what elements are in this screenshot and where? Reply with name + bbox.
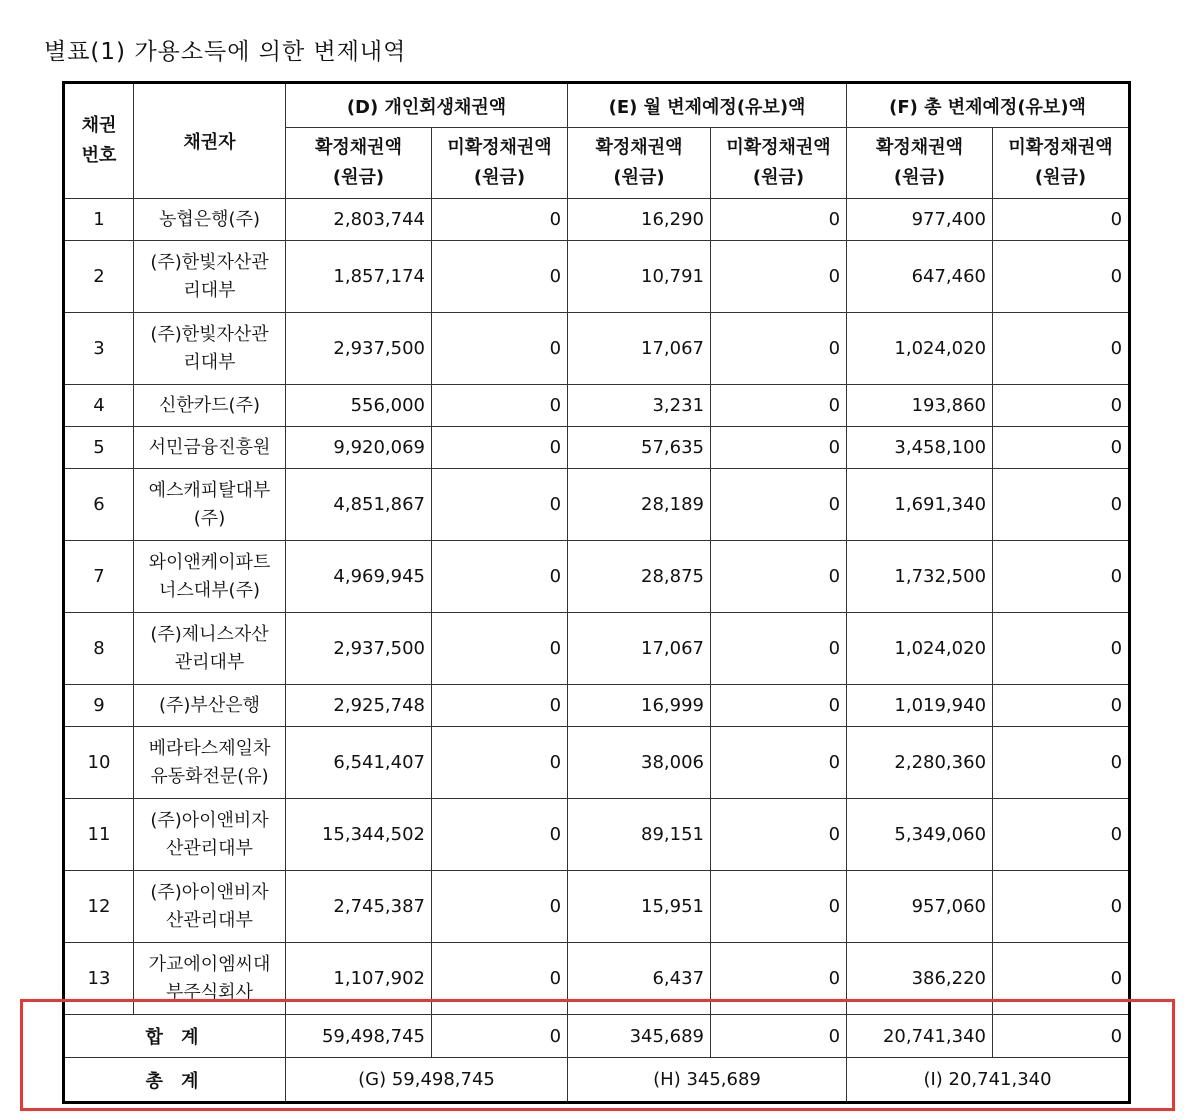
total-f-unconfirmed: 0 — [993, 1015, 1130, 1058]
creditor-no: 3 — [64, 313, 134, 385]
amount-e-unconfirmed: 0 — [711, 871, 847, 943]
amount-f-confirmed: 3,458,100 — [847, 427, 993, 469]
amount-e-unconfirmed: 0 — [711, 613, 847, 685]
amount-f-confirmed: 1,019,940 — [847, 685, 993, 727]
creditor-name: 신한카드(주) — [134, 385, 286, 427]
creditor-no: 10 — [64, 727, 134, 799]
amount-f-unconfirmed: 0 — [993, 385, 1130, 427]
amount-f-unconfirmed: 0 — [993, 241, 1130, 313]
amount-e-confirmed: 6,437 — [568, 943, 711, 1015]
header-creditor-no: 채권 번호 — [64, 83, 134, 199]
page-title: 별표(1) 가용소득에 의한 변제내역 — [44, 39, 407, 65]
amount-f-confirmed: 1,024,020 — [847, 313, 993, 385]
amount-f-unconfirmed: 0 — [993, 685, 1130, 727]
grand-total-i: (I) 20,741,340 — [847, 1058, 1130, 1103]
creditor-name: 가교에이엠씨대 부주식회사 — [134, 943, 286, 1015]
creditor-name: (주)아이앤비자 산관리대부 — [134, 799, 286, 871]
header-creditor: 채권자 — [134, 83, 286, 199]
amount-e-confirmed: 28,189 — [568, 469, 711, 541]
amount-f-confirmed: 977,400 — [847, 199, 993, 241]
table-row — [64, 541, 1130, 613]
amount-f-confirmed: 1,024,020 — [847, 613, 993, 685]
amount-d-confirmed: 2,937,500 — [286, 313, 432, 385]
amount-e-unconfirmed: 0 — [711, 199, 847, 241]
table-row — [64, 871, 1130, 943]
creditor-no: 6 — [64, 469, 134, 541]
creditor-name: (주)제니스자산 관리대부 — [134, 613, 286, 685]
amount-f-confirmed: 1,691,340 — [847, 469, 993, 541]
amount-e-confirmed: 16,999 — [568, 685, 711, 727]
table-row — [64, 241, 1130, 313]
amount-d-confirmed: 15,344,502 — [286, 799, 432, 871]
amount-d-confirmed: 4,851,867 — [286, 469, 432, 541]
amount-e-confirmed: 89,151 — [568, 799, 711, 871]
amount-d-confirmed: 2,937,500 — [286, 613, 432, 685]
amount-e-unconfirmed: 0 — [711, 427, 847, 469]
amount-e-unconfirmed: 0 — [711, 313, 847, 385]
header-e-confirmed: 확정채권액 (원금) — [568, 128, 711, 199]
table-row — [64, 685, 1130, 727]
amount-d-confirmed: 4,969,945 — [286, 541, 432, 613]
creditor-no: 2 — [64, 241, 134, 313]
total-e-unconfirmed: 0 — [711, 1015, 847, 1058]
creditor-name: 농협은행(주) — [134, 199, 286, 241]
amount-e-unconfirmed: 0 — [711, 799, 847, 871]
amount-e-confirmed: 15,951 — [568, 871, 711, 943]
amount-d-unconfirmed: 0 — [432, 685, 568, 727]
table-row — [64, 943, 1130, 1015]
amount-f-confirmed: 647,460 — [847, 241, 993, 313]
total-e-confirmed: 345,689 — [568, 1015, 711, 1058]
amount-f-unconfirmed: 0 — [993, 799, 1130, 871]
creditor-name: (주)아이앤비자 산관리대부 — [134, 871, 286, 943]
amount-d-unconfirmed: 0 — [432, 469, 568, 541]
amount-d-unconfirmed: 0 — [432, 613, 568, 685]
amount-f-unconfirmed: 0 — [993, 613, 1130, 685]
header-f-unconfirmed: 미확정채권액 (원금) — [993, 128, 1130, 199]
amount-f-unconfirmed: 0 — [993, 427, 1130, 469]
creditor-no: 11 — [64, 799, 134, 871]
amount-d-confirmed: 2,925,748 — [286, 685, 432, 727]
amount-d-confirmed: 2,745,387 — [286, 871, 432, 943]
grand-total-g: (G) 59,498,745 — [286, 1058, 568, 1103]
grand-total-label: 총 계 — [64, 1058, 286, 1103]
amount-d-unconfirmed: 0 — [432, 871, 568, 943]
amount-f-unconfirmed: 0 — [993, 199, 1130, 241]
amount-f-confirmed: 5,349,060 — [847, 799, 993, 871]
amount-f-confirmed: 386,220 — [847, 943, 993, 1015]
amount-d-confirmed: 9,920,069 — [286, 427, 432, 469]
amount-e-unconfirmed: 0 — [711, 727, 847, 799]
table-row — [64, 613, 1130, 685]
creditor-name: (주)한빛자산관 리대부 — [134, 313, 286, 385]
amount-d-confirmed: 6,541,407 — [286, 727, 432, 799]
creditor-no: 1 — [64, 199, 134, 241]
amount-d-unconfirmed: 0 — [432, 541, 568, 613]
grand-total-row — [64, 1058, 1130, 1103]
creditor-no: 7 — [64, 541, 134, 613]
amount-e-unconfirmed: 0 — [711, 385, 847, 427]
amount-f-confirmed: 2,280,360 — [847, 727, 993, 799]
amount-f-confirmed: 1,732,500 — [847, 541, 993, 613]
amount-e-unconfirmed: 0 — [711, 685, 847, 727]
amount-e-unconfirmed: 0 — [711, 943, 847, 1015]
amount-e-confirmed: 3,231 — [568, 385, 711, 427]
header-e-unconfirmed: 미확정채권액 (원금) — [711, 128, 847, 199]
amount-f-unconfirmed: 0 — [993, 943, 1130, 1015]
creditor-name: 와이앤케이파트 너스대부(주) — [134, 541, 286, 613]
table-row — [64, 727, 1130, 799]
creditor-name: 서민금융진흥원 — [134, 427, 286, 469]
total-label: 합 계 — [64, 1015, 286, 1058]
amount-e-unconfirmed: 0 — [711, 541, 847, 613]
total-row — [64, 1015, 1130, 1058]
header-d: (D) 개인회생채권액 — [286, 83, 568, 128]
table-row — [64, 799, 1130, 871]
amount-f-confirmed: 957,060 — [847, 871, 993, 943]
amount-e-confirmed: 16,290 — [568, 199, 711, 241]
amount-f-confirmed: 193,860 — [847, 385, 993, 427]
amount-e-unconfirmed: 0 — [711, 241, 847, 313]
amount-d-unconfirmed: 0 — [432, 199, 568, 241]
header-e: (E) 월 변제예정(유보)액 — [568, 83, 847, 128]
creditor-no: 8 — [64, 613, 134, 685]
table-row — [64, 199, 1130, 241]
amount-e-unconfirmed: 0 — [711, 469, 847, 541]
total-f-confirmed: 20,741,340 — [847, 1015, 993, 1058]
total-d-confirmed: 59,498,745 — [286, 1015, 432, 1058]
creditor-no: 12 — [64, 871, 134, 943]
header-f: (F) 총 변제예정(유보)액 — [847, 83, 1130, 128]
amount-d-unconfirmed: 0 — [432, 385, 568, 427]
amount-d-unconfirmed: 0 — [432, 313, 568, 385]
table-row — [64, 469, 1130, 541]
amount-d-unconfirmed: 0 — [432, 943, 568, 1015]
amount-e-confirmed: 17,067 — [568, 613, 711, 685]
amount-d-confirmed: 1,107,902 — [286, 943, 432, 1015]
amount-d-confirmed: 2,803,744 — [286, 199, 432, 241]
amount-e-confirmed: 17,067 — [568, 313, 711, 385]
amount-d-confirmed: 1,857,174 — [286, 241, 432, 313]
creditor-no: 4 — [64, 385, 134, 427]
repayment-table — [62, 81, 1131, 1104]
amount-d-confirmed: 556,000 — [286, 385, 432, 427]
amount-f-unconfirmed: 0 — [993, 313, 1130, 385]
amount-d-unconfirmed: 0 — [432, 799, 568, 871]
creditor-no: 9 — [64, 685, 134, 727]
amount-d-unconfirmed: 0 — [432, 427, 568, 469]
table-row — [64, 385, 1130, 427]
table-row — [64, 427, 1130, 469]
amount-e-confirmed: 10,791 — [568, 241, 711, 313]
amount-e-confirmed: 28,875 — [568, 541, 711, 613]
creditor-name: 예스캐피탈대부 (주) — [134, 469, 286, 541]
header-d-unconfirmed: 미확정채권액 (원금) — [432, 128, 568, 199]
creditor-name: 베라타스제일차 유동화전문(유) — [134, 727, 286, 799]
amount-f-unconfirmed: 0 — [993, 871, 1130, 943]
header-f-confirmed: 확정채권액 (원금) — [847, 128, 993, 199]
amount-d-unconfirmed: 0 — [432, 727, 568, 799]
creditor-no: 5 — [64, 427, 134, 469]
creditor-no: 13 — [64, 943, 134, 1015]
amount-f-unconfirmed: 0 — [993, 469, 1130, 541]
grand-total-h: (H) 345,689 — [568, 1058, 847, 1103]
total-d-unconfirmed: 0 — [432, 1015, 568, 1058]
table-row — [64, 313, 1130, 385]
amount-f-unconfirmed: 0 — [993, 541, 1130, 613]
amount-e-confirmed: 38,006 — [568, 727, 711, 799]
creditor-name: (주)부산은행 — [134, 685, 286, 727]
amount-f-unconfirmed: 0 — [993, 727, 1130, 799]
amount-d-unconfirmed: 0 — [432, 241, 568, 313]
header-d-confirmed: 확정채권액 (원금) — [286, 128, 432, 199]
amount-e-confirmed: 57,635 — [568, 427, 711, 469]
creditor-name: (주)한빛자산관 리대부 — [134, 241, 286, 313]
